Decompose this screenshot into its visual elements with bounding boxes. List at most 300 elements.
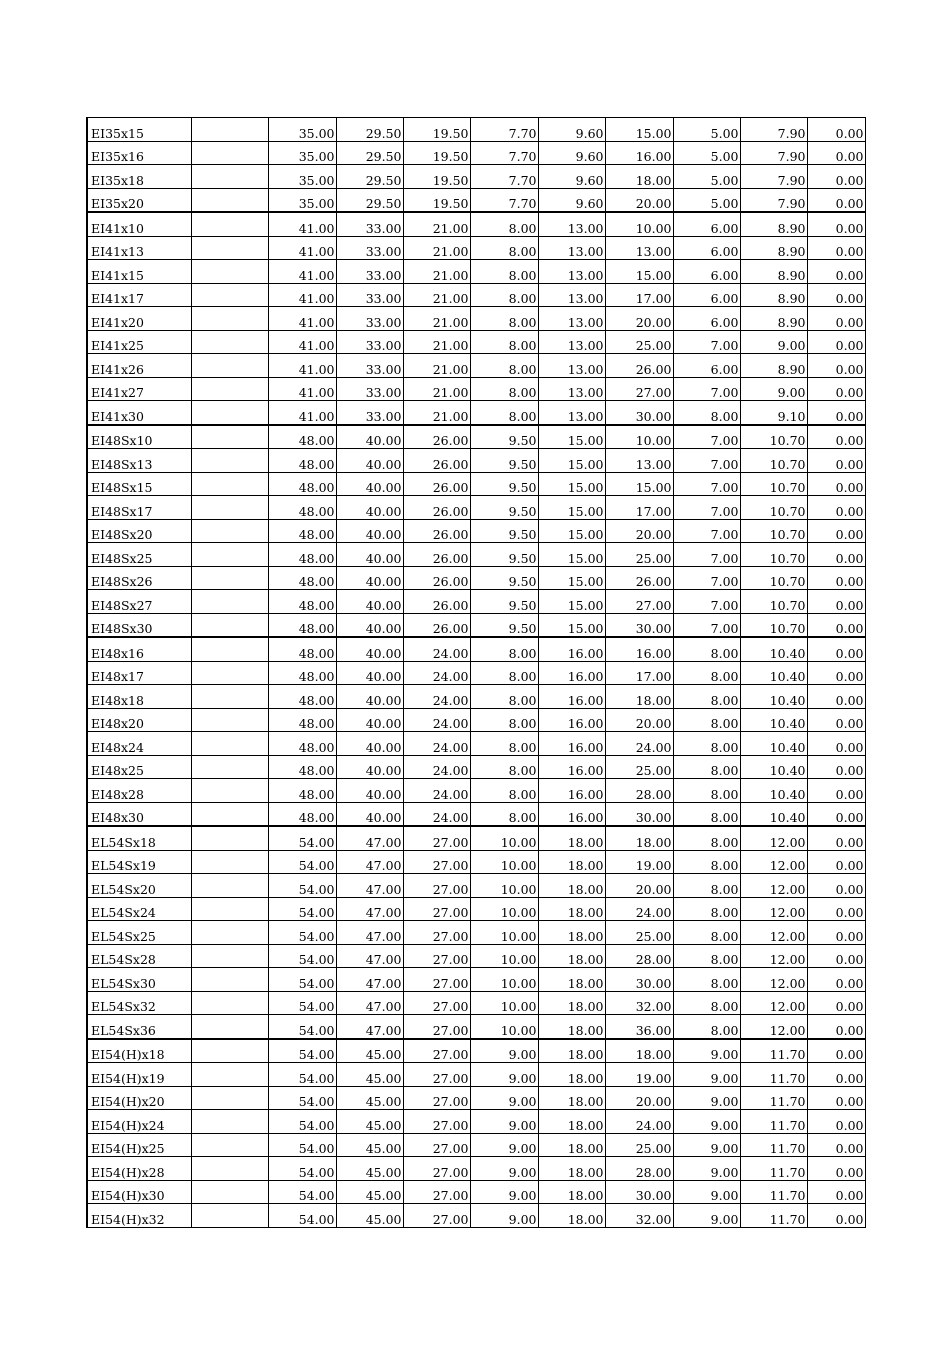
value-cell: 10.00 [470,1015,538,1039]
value-cell: 0.00 [807,874,865,898]
value-cell: 41.00 [268,283,336,307]
value-cell: 5.00 [673,188,740,212]
value-cell: 27.00 [403,1180,470,1204]
value-cell: 35.00 [268,188,336,212]
value-cell: 13.00 [538,307,605,331]
value-cell: 10.00 [470,874,538,898]
part-name-cell: EI54(H)x28 [87,1157,191,1181]
value-cell: 0.00 [807,968,865,992]
value-cell: 0.00 [807,1086,865,1110]
table-row [87,330,865,354]
value-cell: 32.00 [605,1204,673,1228]
value-cell: 10.70 [740,449,807,473]
value-cell: 0.00 [807,377,865,401]
part-name-cell: EI54(H)x25 [87,1133,191,1157]
value-cell: 8.90 [740,212,807,236]
value-cell: 13.00 [605,449,673,473]
table-row [87,236,865,260]
empty-cell [191,637,268,661]
value-cell: 0.00 [807,613,865,637]
value-cell: 20.00 [605,188,673,212]
value-cell: 8.00 [673,826,740,850]
part-name-cell: EI54(H)x20 [87,1086,191,1110]
value-cell: 24.00 [605,1110,673,1134]
value-cell: 18.00 [538,897,605,921]
empty-cell [191,1039,268,1063]
table-row [87,566,865,590]
value-cell: 12.00 [740,921,807,945]
value-cell: 24.00 [403,637,470,661]
value-cell: 47.00 [336,826,403,850]
value-cell: 9.60 [538,188,605,212]
value-cell: 48.00 [268,802,336,826]
value-cell: 0.00 [807,1157,865,1181]
value-cell: 8.00 [673,897,740,921]
value-cell: 25.00 [605,330,673,354]
empty-cell [191,165,268,189]
value-cell: 0.00 [807,543,865,567]
part-name-cell: EI54(H)x32 [87,1204,191,1228]
value-cell: 41.00 [268,330,336,354]
value-cell: 10.40 [740,685,807,709]
value-cell: 0.00 [807,1133,865,1157]
value-cell: 54.00 [268,991,336,1015]
value-cell: 29.50 [336,188,403,212]
value-cell: 27.00 [403,944,470,968]
value-cell: 9.00 [740,330,807,354]
value-cell: 20.00 [605,708,673,732]
value-cell: 8.00 [470,685,538,709]
value-cell: 11.70 [740,1110,807,1134]
value-cell: 10.00 [470,921,538,945]
value-cell: 27.00 [403,897,470,921]
value-cell: 7.90 [740,188,807,212]
part-name-cell: EL54Sx24 [87,897,191,921]
value-cell: 20.00 [605,1086,673,1110]
value-cell: 18.00 [538,1157,605,1181]
empty-cell [191,732,268,756]
value-cell: 12.00 [740,826,807,850]
value-cell: 6.00 [673,354,740,378]
value-cell: 33.00 [336,212,403,236]
empty-cell [191,118,268,142]
value-cell: 8.00 [470,661,538,685]
empty-cell [191,755,268,779]
value-cell: 27.00 [403,921,470,945]
table-row [87,1039,865,1063]
part-name-cell: EI48x28 [87,779,191,803]
value-cell: 15.00 [538,496,605,520]
value-cell: 16.00 [538,802,605,826]
value-cell: 20.00 [605,874,673,898]
value-cell: 8.00 [470,377,538,401]
value-cell: 18.00 [538,1110,605,1134]
table-row [87,968,865,992]
value-cell: 24.00 [403,732,470,756]
value-cell: 8.00 [470,637,538,661]
value-cell: 9.00 [673,1157,740,1181]
value-cell: 0.00 [807,118,865,142]
value-cell: 9.50 [470,449,538,473]
empty-cell [191,188,268,212]
value-cell: 8.00 [470,732,538,756]
value-cell: 48.00 [268,637,336,661]
table-row [87,307,865,331]
value-cell: 12.00 [740,944,807,968]
part-name-cell: EI48Sx13 [87,449,191,473]
part-name-cell: EI48x25 [87,755,191,779]
value-cell: 0.00 [807,921,865,945]
value-cell: 7.00 [673,613,740,637]
value-cell: 8.00 [470,708,538,732]
table-row [87,1157,865,1181]
value-cell: 25.00 [605,543,673,567]
value-cell: 27.00 [403,874,470,898]
value-cell: 7.00 [673,496,740,520]
value-cell: 15.00 [538,519,605,543]
value-cell: 25.00 [605,921,673,945]
part-name-cell: EI48Sx15 [87,472,191,496]
value-cell: 11.70 [740,1063,807,1087]
value-cell: 40.00 [336,708,403,732]
value-cell: 9.00 [470,1086,538,1110]
value-cell: 9.00 [673,1063,740,1087]
table-row [87,519,865,543]
value-cell: 8.90 [740,260,807,284]
empty-cell [191,1204,268,1228]
part-name-cell: EI48Sx25 [87,543,191,567]
value-cell: 18.00 [538,1204,605,1228]
value-cell: 18.00 [538,1015,605,1039]
value-cell: 26.00 [605,566,673,590]
value-cell: 7.00 [673,449,740,473]
value-cell: 20.00 [605,307,673,331]
value-cell: 13.00 [538,236,605,260]
table-row [87,991,865,1015]
value-cell: 16.00 [538,637,605,661]
table-row [87,260,865,284]
value-cell: 0.00 [807,283,865,307]
value-cell: 8.00 [673,874,740,898]
value-cell: 9.50 [470,519,538,543]
value-cell: 6.00 [673,307,740,331]
value-cell: 30.00 [605,1180,673,1204]
empty-cell [191,1063,268,1087]
value-cell: 33.00 [336,283,403,307]
part-name-cell: EI48x24 [87,732,191,756]
empty-cell [191,330,268,354]
empty-cell [191,779,268,803]
value-cell: 7.00 [673,519,740,543]
value-cell: 18.00 [605,826,673,850]
table-row [87,188,865,212]
part-name-cell: EI41x27 [87,377,191,401]
value-cell: 13.00 [605,236,673,260]
value-cell: 6.00 [673,283,740,307]
value-cell: 0.00 [807,519,865,543]
value-cell: 9.00 [673,1039,740,1063]
value-cell: 0.00 [807,590,865,614]
value-cell: 40.00 [336,685,403,709]
value-cell: 10.70 [740,613,807,637]
value-cell: 28.00 [605,944,673,968]
value-cell: 48.00 [268,779,336,803]
value-cell: 0.00 [807,1015,865,1039]
value-cell: 24.00 [403,779,470,803]
value-cell: 48.00 [268,732,336,756]
part-name-cell: EI48Sx10 [87,425,191,449]
value-cell: 8.00 [673,755,740,779]
part-name-cell: EL54Sx32 [87,991,191,1015]
value-cell: 35.00 [268,165,336,189]
part-name-cell: EL54Sx20 [87,874,191,898]
value-cell: 18.00 [538,826,605,850]
value-cell: 9.50 [470,425,538,449]
value-cell: 15.00 [538,543,605,567]
value-cell: 9.50 [470,496,538,520]
empty-cell [191,472,268,496]
value-cell: 0.00 [807,826,865,850]
value-cell: 7.90 [740,118,807,142]
value-cell: 27.00 [403,1133,470,1157]
empty-cell [191,141,268,165]
value-cell: 40.00 [336,613,403,637]
value-cell: 33.00 [336,354,403,378]
value-cell: 7.00 [673,425,740,449]
part-name-cell: EL54Sx30 [87,968,191,992]
value-cell: 17.00 [605,496,673,520]
value-cell: 8.00 [673,637,740,661]
table-row [87,354,865,378]
value-cell: 18.00 [538,850,605,874]
value-cell: 54.00 [268,874,336,898]
value-cell: 9.00 [673,1133,740,1157]
value-cell: 25.00 [605,1133,673,1157]
part-name-cell: EI41x15 [87,260,191,284]
value-cell: 21.00 [403,354,470,378]
value-cell: 10.40 [740,708,807,732]
value-cell: 8.00 [470,779,538,803]
value-cell: 21.00 [403,377,470,401]
value-cell: 47.00 [336,944,403,968]
value-cell: 15.00 [538,449,605,473]
value-cell: 19.50 [403,141,470,165]
value-cell: 45.00 [336,1180,403,1204]
part-name-cell: EI48Sx30 [87,613,191,637]
value-cell: 21.00 [403,212,470,236]
table-row [87,496,865,520]
value-cell: 9.50 [470,543,538,567]
empty-cell [191,566,268,590]
value-cell: 48.00 [268,708,336,732]
value-cell: 18.00 [538,921,605,945]
value-cell: 8.90 [740,283,807,307]
value-cell: 0.00 [807,307,865,331]
value-cell: 18.00 [538,1086,605,1110]
value-cell: 21.00 [403,330,470,354]
empty-cell [191,802,268,826]
value-cell: 27.00 [403,1110,470,1134]
value-cell: 24.00 [403,802,470,826]
empty-cell [191,260,268,284]
part-name-cell: EI48x18 [87,685,191,709]
value-cell: 41.00 [268,236,336,260]
table-row [87,590,865,614]
value-cell: 27.00 [403,1039,470,1063]
value-cell: 0.00 [807,1180,865,1204]
value-cell: 8.90 [740,236,807,260]
value-cell: 54.00 [268,850,336,874]
empty-cell [191,519,268,543]
value-cell: 45.00 [336,1204,403,1228]
part-name-cell: EI41x30 [87,401,191,425]
value-cell: 9.00 [740,377,807,401]
value-cell: 35.00 [268,141,336,165]
value-cell: 6.00 [673,260,740,284]
value-cell: 13.00 [538,212,605,236]
value-cell: 0.00 [807,496,865,520]
table-row [87,1110,865,1134]
value-cell: 30.00 [605,613,673,637]
value-cell: 41.00 [268,212,336,236]
value-cell: 0.00 [807,236,865,260]
empty-cell [191,543,268,567]
value-cell: 10.70 [740,425,807,449]
value-cell: 8.00 [673,991,740,1015]
value-cell: 13.00 [538,330,605,354]
value-cell: 8.00 [673,921,740,945]
value-cell: 9.10 [740,401,807,425]
value-cell: 7.00 [673,590,740,614]
empty-cell [191,590,268,614]
value-cell: 12.00 [740,968,807,992]
value-cell: 0.00 [807,425,865,449]
value-cell: 15.00 [538,613,605,637]
value-cell: 19.50 [403,165,470,189]
value-cell: 0.00 [807,944,865,968]
part-name-cell: EI41x13 [87,236,191,260]
value-cell: 13.00 [538,377,605,401]
value-cell: 54.00 [268,1039,336,1063]
value-cell: 18.00 [538,991,605,1015]
empty-cell [191,1157,268,1181]
value-cell: 9.00 [673,1180,740,1204]
value-cell: 8.00 [673,708,740,732]
value-cell: 18.00 [538,1180,605,1204]
value-cell: 8.00 [470,260,538,284]
value-cell: 9.00 [470,1110,538,1134]
value-cell: 40.00 [336,519,403,543]
part-name-cell: EI48x30 [87,802,191,826]
value-cell: 8.00 [673,802,740,826]
value-cell: 27.00 [403,1086,470,1110]
value-cell: 54.00 [268,1157,336,1181]
part-name-cell: EI48x16 [87,637,191,661]
empty-cell [191,826,268,850]
value-cell: 27.00 [403,1063,470,1087]
value-cell: 41.00 [268,260,336,284]
value-cell: 48.00 [268,519,336,543]
value-cell: 40.00 [336,637,403,661]
value-cell: 48.00 [268,613,336,637]
value-cell: 26.00 [403,566,470,590]
value-cell: 45.00 [336,1063,403,1087]
value-cell: 10.40 [740,661,807,685]
value-cell: 7.00 [673,543,740,567]
value-cell: 10.70 [740,472,807,496]
value-cell: 35.00 [268,118,336,142]
value-cell: 41.00 [268,401,336,425]
value-cell: 10.00 [470,991,538,1015]
value-cell: 8.00 [470,354,538,378]
value-cell: 48.00 [268,566,336,590]
value-cell: 33.00 [336,236,403,260]
value-cell: 11.70 [740,1180,807,1204]
value-cell: 15.00 [538,425,605,449]
value-cell: 7.70 [470,165,538,189]
empty-cell [191,613,268,637]
value-cell: 8.00 [673,944,740,968]
value-cell: 9.50 [470,590,538,614]
table-row [87,637,865,661]
value-cell: 10.40 [740,732,807,756]
value-cell: 30.00 [605,802,673,826]
value-cell: 24.00 [403,708,470,732]
value-cell: 8.00 [673,732,740,756]
value-cell: 15.00 [605,118,673,142]
value-cell: 10.00 [470,850,538,874]
value-cell: 12.00 [740,850,807,874]
value-cell: 48.00 [268,543,336,567]
value-cell: 19.00 [605,850,673,874]
value-cell: 7.00 [673,566,740,590]
value-cell: 0.00 [807,897,865,921]
value-cell: 7.00 [673,377,740,401]
table-row [87,141,865,165]
value-cell: 15.00 [538,472,605,496]
part-name-cell: EI48Sx20 [87,519,191,543]
value-cell: 26.00 [403,496,470,520]
value-cell: 9.00 [470,1063,538,1087]
value-cell: 48.00 [268,755,336,779]
empty-cell [191,354,268,378]
empty-cell [191,307,268,331]
value-cell: 0.00 [807,354,865,378]
value-cell: 0.00 [807,141,865,165]
value-cell: 10.70 [740,519,807,543]
value-cell: 0.00 [807,472,865,496]
part-name-cell: EI35x16 [87,141,191,165]
value-cell: 13.00 [538,260,605,284]
value-cell: 6.00 [673,212,740,236]
table-row [87,377,865,401]
part-name-cell: EL54Sx25 [87,921,191,945]
table-row [87,874,865,898]
part-name-cell: EI41x20 [87,307,191,331]
value-cell: 10.40 [740,779,807,803]
value-cell: 8.00 [673,850,740,874]
value-cell: 29.50 [336,118,403,142]
part-name-cell: EI54(H)x24 [87,1110,191,1134]
value-cell: 12.00 [740,897,807,921]
value-cell: 13.00 [538,401,605,425]
part-name-cell: EL54Sx28 [87,944,191,968]
value-cell: 40.00 [336,661,403,685]
value-cell: 54.00 [268,826,336,850]
value-cell: 45.00 [336,1157,403,1181]
table-row [87,1204,865,1228]
empty-cell [191,661,268,685]
